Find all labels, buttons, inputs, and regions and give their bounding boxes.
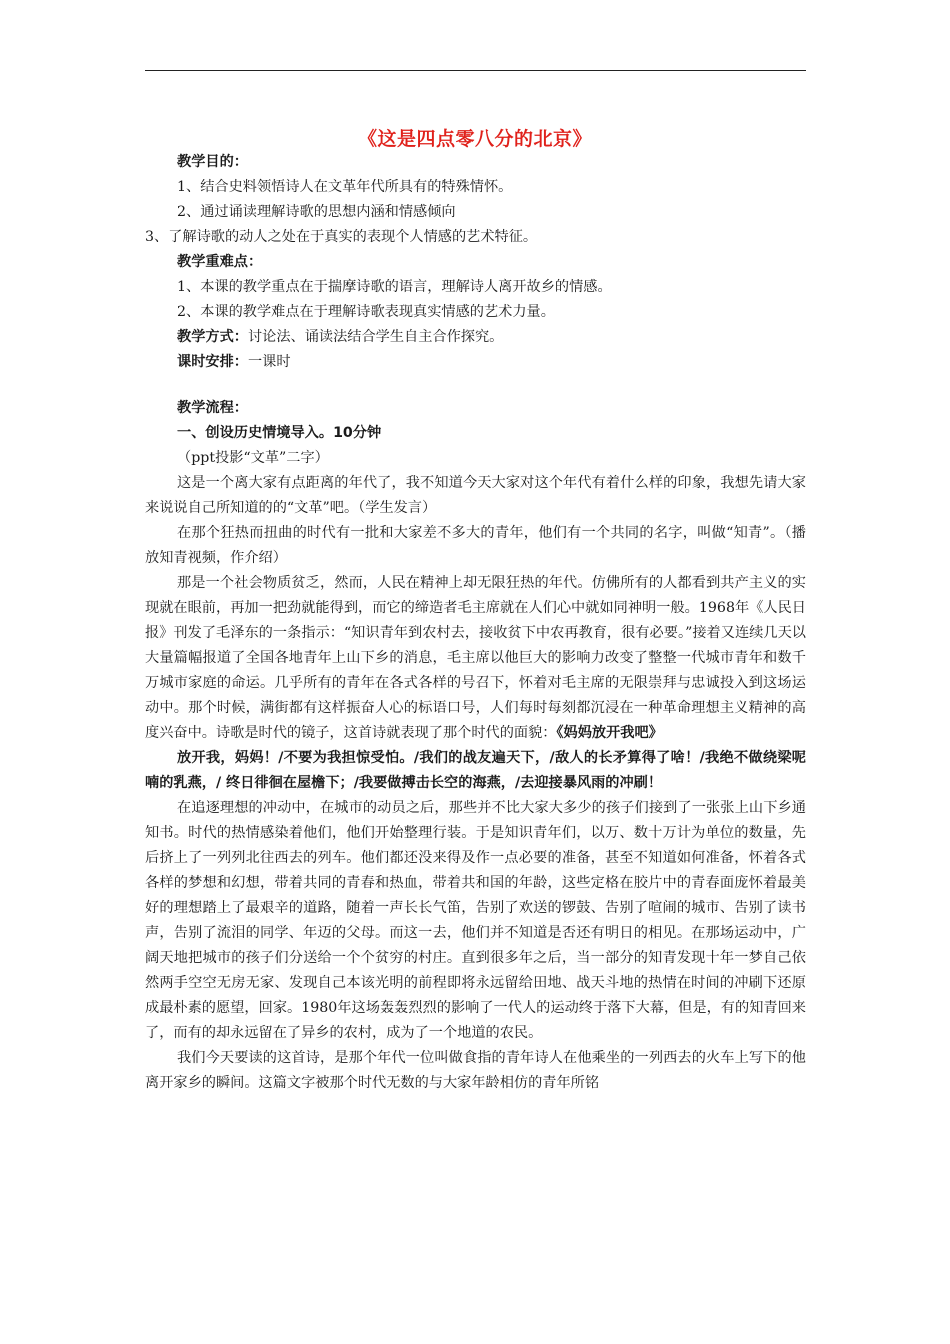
document-title: 《这是四点零八分的北京》 <box>357 128 592 150</box>
spacer <box>145 375 806 396</box>
poem-text: 放开我，妈妈！/不要为我担惊受怕。/我们的战友遍天下，/敌人的长矛算得了啥！/我绝不做绕梁呢喃的乳燕，/ 终日徘徊在屋檐下；/我要做搏击长空的海燕，/去迎接暴风雨的冲刷！ <box>145 750 806 791</box>
paragraph-text: 那是一个社会物质贫乏，然而，人民在精神上却无限狂热的年代。仿佛所有的人都看到共产主义的实现就在眼前，再加一把劲就能得到，而它的缔造者毛主席就在人们心中就如同神明一般。1968年《人民日报》刊发了毛泽东的一条指示：“知识青年到农村去，接收贫下中农再教育，很有必要。”接着又连续几天以大量篇幅报道了全国各地青年上山下乡的消息，毛主席以他巨大的影响力改变了整整一代城市青年和数千万城市家庭的命运。几乎所有的青年在各式各样的号召下，怀着对毛主席的无限崇拜与忠诚投入到这场运动中。那个时候，满街都有这样振奋人心的标语口号，人们每时每刻都沉浸在一种革命理想主义精神的高度兴奋中。诗歌是时代的镜子，这首诗就表现了那个时代的面貌： <box>145 575 806 741</box>
body-paragraph: 在那个狂热而扭曲的时代有一批和大家差不多大的青年，他们有一个共同的名字，叫做“知青”。（播放知青视频，作介绍） <box>145 525 806 566</box>
body-paragraph: 这是一个离大家有点距离的年代了，我不知道今天大家对这个年代有着什么样的印象，我想先请大家来说说自己所知道的的“文革”吧。（学生发言） <box>145 475 806 516</box>
schedule-label: 课时安排： <box>177 354 248 370</box>
header-rule <box>145 70 806 71</box>
teaching-method <box>145 325 806 350</box>
objectives-heading: 教学目的： <box>177 154 248 170</box>
document-body <box>145 150 806 1096</box>
body-paragraph <box>145 571 806 746</box>
body-paragraph: 在追逐理想的冲动中，在城市的动员之后，那些并不比大家大多少的孩子们接到了一张张上山下乡通知书。时代的热情感染着他们，他们开始整理行装。于是知识青年们，以万、数十万计为单位的数量，先后挤上了一列列北往西去的列车。他们都还没来得及作一点必要的准备，甚至不知道如何准备，怀着各式各样的梦想和幻想，带着共同的青春和热血，带着共和国的年龄，这些定格在胶片中的青春面庞怀着最美好的理想踏上了最艰辛的道路，随着一声长长气笛，告别了欢送的锣鼓、告别了喧闹的城市、告别了读书声，告别了流泪的同学、年迈的父母。而这一去，他们并不知道是否还有明日的相见。在那场运动中，广阔天地把城市的孩子们分送给一个个贫穷的村庄。直到很多年之后，当一部分的知青发现十年一梦自己依然两手空空无房无家、发现自己本该光明的前程即将永远留给田地、战天斗地的热情在时间的冲刷下还原成最朴素的愿望，回家。1980年这场轰轰烈烈的影响了一代人的运动终于落下大幕，但是，有的知青回来了，而有的却永远留在了异乡的农村，成为了一个地道的农民。 <box>145 800 806 1041</box>
poem-title: 《妈妈放开我吧》 <box>556 725 663 741</box>
key-point-item: 1、本课的教学重点在于揣摩诗歌的语言，理解诗人离开故乡的情感。 <box>177 279 612 295</box>
method-value: 讨论法、诵读法结合学生自主合作探究。 <box>247 329 504 345</box>
objective-item: 3、了解诗歌的动人之处在于真实的表现个人情感的艺术特征。 <box>145 229 538 245</box>
class-schedule <box>145 350 806 375</box>
objective-item: 2、通过诵读理解诗歌的思想内涵和情感倾向 <box>177 204 456 220</box>
schedule-value: 一课时 <box>247 354 291 370</box>
key-points-heading: 教学重难点： <box>177 254 263 270</box>
body-paragraph: 我们今天要读的这首诗，是那个年代一位叫做食指的青年诗人在他乘坐的一列西去的火车上写下的他离开家乡的瞬间。这篇文字被那个时代无数的与大家年龄相仿的青年所铭 <box>145 1050 806 1091</box>
method-label: 教学方式： <box>177 329 248 345</box>
process-heading: 教学流程： <box>177 400 248 416</box>
key-point-item: 2、本课的教学难点在于理解诗歌表现真实情感的艺术力量。 <box>177 304 555 320</box>
section-heading: 一、创设历史情境导入。10分钟 <box>177 425 382 441</box>
ppt-note: （ppt投影“文革”二字） <box>177 450 329 466</box>
objective-item: 1、结合史料领悟诗人在文革年代所具有的特殊情怀。 <box>177 179 513 195</box>
